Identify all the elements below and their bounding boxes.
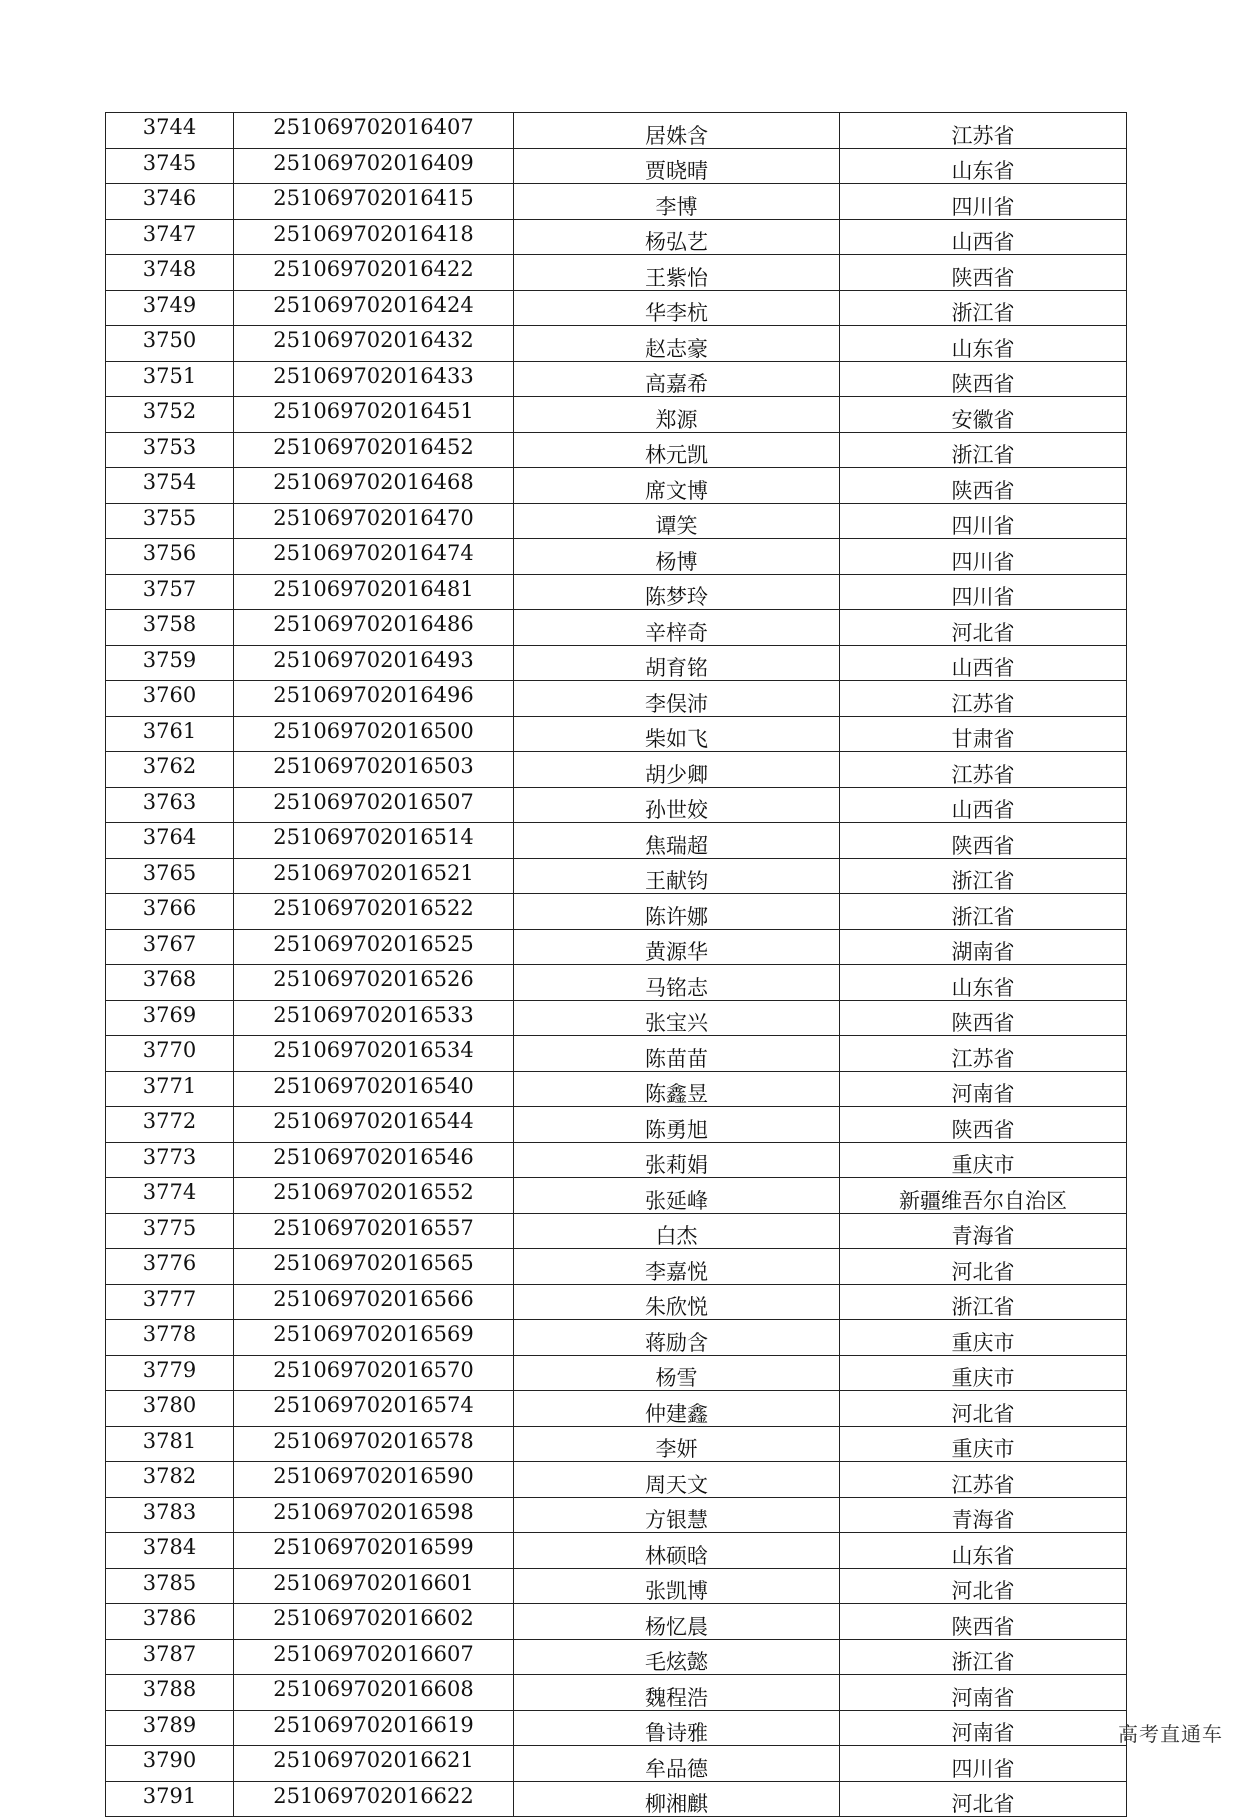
exam-id: 251069702016533 <box>234 1000 514 1036</box>
exam-id: 251069702016503 <box>234 752 514 788</box>
row-index: 3782 <box>106 1462 234 1498</box>
student-name: 林硕晗 <box>514 1533 840 1569</box>
row-index: 3776 <box>106 1249 234 1285</box>
student-name: 李博 <box>514 184 840 220</box>
watermark-text: 高考直通车 <box>1118 1722 1223 1746</box>
row-index: 3773 <box>106 1142 234 1178</box>
row-index: 3770 <box>106 1036 234 1072</box>
province: 安徽省 <box>840 397 1127 433</box>
student-name: 蒋励含 <box>514 1320 840 1356</box>
row-index: 3750 <box>106 326 234 362</box>
student-name: 李俣沛 <box>514 681 840 717</box>
province: 山西省 <box>840 219 1127 255</box>
student-name: 杨博 <box>514 539 840 575</box>
table-row <box>106 1000 1127 1036</box>
province: 青海省 <box>840 1213 1127 1249</box>
student-name: 方银慧 <box>514 1497 840 1533</box>
table-row <box>106 1604 1127 1640</box>
exam-id: 251069702016507 <box>234 787 514 823</box>
row-index: 3748 <box>106 255 234 291</box>
student-name: 牟品德 <box>514 1746 840 1782</box>
table-row <box>106 255 1127 291</box>
table-row <box>106 610 1127 646</box>
student-name: 杨忆晨 <box>514 1604 840 1640</box>
exam-id: 251069702016424 <box>234 290 514 326</box>
exam-id: 251069702016409 <box>234 148 514 184</box>
exam-id: 251069702016534 <box>234 1036 514 1072</box>
row-index: 3744 <box>106 113 234 149</box>
exam-id: 251069702016565 <box>234 1249 514 1285</box>
table-row <box>106 1533 1127 1569</box>
table-row <box>106 574 1127 610</box>
table-row <box>106 361 1127 397</box>
row-index: 3747 <box>106 219 234 255</box>
row-index: 3786 <box>106 1604 234 1640</box>
exam-id: 251069702016526 <box>234 965 514 1001</box>
student-name: 陈苗苗 <box>514 1036 840 1072</box>
province: 陕西省 <box>840 1604 1127 1640</box>
province: 河北省 <box>840 1781 1127 1817</box>
student-name: 陈勇旭 <box>514 1107 840 1143</box>
table-row <box>106 823 1127 859</box>
exam-id: 251069702016468 <box>234 468 514 504</box>
student-name: 周天文 <box>514 1462 840 1498</box>
table-row <box>106 184 1127 220</box>
row-index: 3780 <box>106 1391 234 1427</box>
province: 江苏省 <box>840 752 1127 788</box>
student-name: 黄源华 <box>514 929 840 965</box>
table-row <box>106 645 1127 681</box>
province: 重庆市 <box>840 1426 1127 1462</box>
province: 山东省 <box>840 148 1127 184</box>
province: 四川省 <box>840 574 1127 610</box>
table-row <box>106 1781 1127 1817</box>
province: 陕西省 <box>840 255 1127 291</box>
student-name: 焦瑞超 <box>514 823 840 859</box>
exam-id: 251069702016422 <box>234 255 514 291</box>
row-index: 3768 <box>106 965 234 1001</box>
province: 江苏省 <box>840 1036 1127 1072</box>
exam-id: 251069702016552 <box>234 1178 514 1214</box>
exam-id: 251069702016578 <box>234 1426 514 1462</box>
row-index: 3757 <box>106 574 234 610</box>
student-name: 白杰 <box>514 1213 840 1249</box>
table-row <box>106 1284 1127 1320</box>
row-index: 3767 <box>106 929 234 965</box>
exam-id: 251069702016474 <box>234 539 514 575</box>
student-name: 赵志豪 <box>514 326 840 362</box>
student-name: 高嘉希 <box>514 361 840 397</box>
student-name: 陈许娜 <box>514 894 840 930</box>
row-index: 3787 <box>106 1639 234 1675</box>
province: 河南省 <box>840 1071 1127 1107</box>
table-row <box>106 965 1127 1001</box>
exam-id: 251069702016574 <box>234 1391 514 1427</box>
province: 新疆维吾尔自治区 <box>840 1178 1127 1214</box>
province: 浙江省 <box>840 432 1127 468</box>
table-row <box>106 1142 1127 1178</box>
table-row <box>106 752 1127 788</box>
province: 浙江省 <box>840 1284 1127 1320</box>
exam-id: 251069702016557 <box>234 1213 514 1249</box>
province: 四川省 <box>840 184 1127 220</box>
table-row <box>106 1426 1127 1462</box>
province: 河北省 <box>840 1249 1127 1285</box>
student-name: 魏程浩 <box>514 1675 840 1711</box>
exam-id: 251069702016540 <box>234 1071 514 1107</box>
row-index: 3789 <box>106 1710 234 1746</box>
table-row <box>106 1249 1127 1285</box>
exam-id: 251069702016481 <box>234 574 514 610</box>
student-name: 胡少卿 <box>514 752 840 788</box>
student-name: 李嘉悦 <box>514 1249 840 1285</box>
row-index: 3777 <box>106 1284 234 1320</box>
exam-id: 251069702016607 <box>234 1639 514 1675</box>
student-name: 谭笑 <box>514 503 840 539</box>
exam-id: 251069702016546 <box>234 1142 514 1178</box>
student-name: 辛梓奇 <box>514 610 840 646</box>
table-row <box>106 148 1127 184</box>
student-name: 张宝兴 <box>514 1000 840 1036</box>
row-index: 3758 <box>106 610 234 646</box>
table-row <box>106 894 1127 930</box>
row-index: 3764 <box>106 823 234 859</box>
row-index: 3746 <box>106 184 234 220</box>
table-row <box>106 1107 1127 1143</box>
table-row <box>106 1355 1127 1391</box>
exam-id: 251069702016622 <box>234 1781 514 1817</box>
exam-id: 251069702016619 <box>234 1710 514 1746</box>
student-name: 郑源 <box>514 397 840 433</box>
exam-id: 251069702016621 <box>234 1746 514 1782</box>
row-index: 3760 <box>106 681 234 717</box>
province: 山西省 <box>840 787 1127 823</box>
exam-id: 251069702016407 <box>234 113 514 149</box>
province: 湖南省 <box>840 929 1127 965</box>
roster-table <box>105 112 1127 1817</box>
province: 陕西省 <box>840 1107 1127 1143</box>
exam-id: 251069702016514 <box>234 823 514 859</box>
row-index: 3759 <box>106 645 234 681</box>
province: 山东省 <box>840 326 1127 362</box>
exam-id: 251069702016590 <box>234 1462 514 1498</box>
table-row <box>106 1568 1127 1604</box>
row-index: 3766 <box>106 894 234 930</box>
province: 四川省 <box>840 1746 1127 1782</box>
row-index: 3778 <box>106 1320 234 1356</box>
row-index: 3785 <box>106 1568 234 1604</box>
province: 四川省 <box>840 503 1127 539</box>
student-name: 胡育铭 <box>514 645 840 681</box>
province: 重庆市 <box>840 1320 1127 1356</box>
exam-id: 251069702016601 <box>234 1568 514 1604</box>
table-row <box>106 1391 1127 1427</box>
student-name: 张莉娟 <box>514 1142 840 1178</box>
province: 重庆市 <box>840 1355 1127 1391</box>
student-name: 居姝含 <box>514 113 840 149</box>
province: 陕西省 <box>840 361 1127 397</box>
table-row <box>106 1213 1127 1249</box>
row-index: 3745 <box>106 148 234 184</box>
row-index: 3772 <box>106 1107 234 1143</box>
student-name: 马铭志 <box>514 965 840 1001</box>
student-name: 孙世姣 <box>514 787 840 823</box>
row-index: 3756 <box>106 539 234 575</box>
table-row <box>106 432 1127 468</box>
exam-id: 251069702016522 <box>234 894 514 930</box>
province: 山东省 <box>840 1533 1127 1569</box>
exam-id: 251069702016486 <box>234 610 514 646</box>
exam-id: 251069702016452 <box>234 432 514 468</box>
exam-id: 251069702016570 <box>234 1355 514 1391</box>
row-index: 3762 <box>106 752 234 788</box>
table-row <box>106 1639 1127 1675</box>
exam-id: 251069702016566 <box>234 1284 514 1320</box>
row-index: 3775 <box>106 1213 234 1249</box>
table-row <box>106 539 1127 575</box>
province: 山东省 <box>840 965 1127 1001</box>
table-row <box>106 1071 1127 1107</box>
row-index: 3753 <box>106 432 234 468</box>
student-name: 鲁诗雅 <box>514 1710 840 1746</box>
province: 陕西省 <box>840 1000 1127 1036</box>
exam-id: 251069702016418 <box>234 219 514 255</box>
table-row <box>106 290 1127 326</box>
province: 四川省 <box>840 539 1127 575</box>
table-row <box>106 503 1127 539</box>
province: 浙江省 <box>840 290 1127 326</box>
province: 河北省 <box>840 1391 1127 1427</box>
exam-id: 251069702016521 <box>234 858 514 894</box>
row-index: 3791 <box>106 1781 234 1817</box>
table-row <box>106 1710 1127 1746</box>
table-row <box>106 1675 1127 1711</box>
province: 陕西省 <box>840 468 1127 504</box>
student-name: 柳湘麒 <box>514 1781 840 1817</box>
exam-id: 251069702016608 <box>234 1675 514 1711</box>
province: 江苏省 <box>840 113 1127 149</box>
table-row <box>106 1462 1127 1498</box>
province: 河北省 <box>840 610 1127 646</box>
student-name: 杨弘艺 <box>514 219 840 255</box>
row-index: 3763 <box>106 787 234 823</box>
row-index: 3749 <box>106 290 234 326</box>
exam-id: 251069702016451 <box>234 397 514 433</box>
row-index: 3779 <box>106 1355 234 1391</box>
student-name: 陈鑫昱 <box>514 1071 840 1107</box>
row-index: 3751 <box>106 361 234 397</box>
student-name: 李妍 <box>514 1426 840 1462</box>
table-row <box>106 1178 1127 1214</box>
table-row <box>106 1320 1127 1356</box>
row-index: 3783 <box>106 1497 234 1533</box>
table-row <box>106 787 1127 823</box>
student-name: 张延峰 <box>514 1178 840 1214</box>
row-index: 3781 <box>106 1426 234 1462</box>
province: 河南省 <box>840 1675 1127 1711</box>
province: 浙江省 <box>840 1639 1127 1675</box>
student-name: 张凯博 <box>514 1568 840 1604</box>
row-index: 3765 <box>106 858 234 894</box>
row-index: 3754 <box>106 468 234 504</box>
student-name: 华李杭 <box>514 290 840 326</box>
exam-id: 251069702016544 <box>234 1107 514 1143</box>
province: 浙江省 <box>840 858 1127 894</box>
exam-id: 251069702016433 <box>234 361 514 397</box>
student-name: 贾晓晴 <box>514 148 840 184</box>
province: 河南省 <box>840 1710 1127 1746</box>
table-row <box>106 681 1127 717</box>
roster-body <box>106 113 1127 1817</box>
table-row <box>106 113 1127 149</box>
province: 山西省 <box>840 645 1127 681</box>
student-name: 仲建鑫 <box>514 1391 840 1427</box>
table-row <box>106 468 1127 504</box>
row-index: 3771 <box>106 1071 234 1107</box>
student-name: 王献钧 <box>514 858 840 894</box>
table-row <box>106 716 1127 752</box>
student-name: 席文博 <box>514 468 840 504</box>
student-name: 毛炫懿 <box>514 1639 840 1675</box>
row-index: 3752 <box>106 397 234 433</box>
row-index: 3774 <box>106 1178 234 1214</box>
row-index: 3788 <box>106 1675 234 1711</box>
row-index: 3790 <box>106 1746 234 1782</box>
exam-id: 251069702016569 <box>234 1320 514 1356</box>
student-name: 林元凯 <box>514 432 840 468</box>
table-row <box>106 397 1127 433</box>
table-row <box>106 929 1127 965</box>
student-name: 杨雪 <box>514 1355 840 1391</box>
row-index: 3755 <box>106 503 234 539</box>
exam-id: 251069702016470 <box>234 503 514 539</box>
province: 青海省 <box>840 1497 1127 1533</box>
exam-id: 251069702016599 <box>234 1533 514 1569</box>
exam-id: 251069702016525 <box>234 929 514 965</box>
exam-id: 251069702016493 <box>234 645 514 681</box>
table-row <box>106 1497 1127 1533</box>
exam-id: 251069702016432 <box>234 326 514 362</box>
student-name: 王紫怡 <box>514 255 840 291</box>
exam-id: 251069702016496 <box>234 681 514 717</box>
province: 重庆市 <box>840 1142 1127 1178</box>
province: 河北省 <box>840 1568 1127 1604</box>
province: 江苏省 <box>840 681 1127 717</box>
table-row <box>106 326 1127 362</box>
table-row <box>106 1036 1127 1072</box>
exam-id: 251069702016602 <box>234 1604 514 1640</box>
student-name: 陈梦玲 <box>514 574 840 610</box>
exam-id: 251069702016415 <box>234 184 514 220</box>
table-row <box>106 219 1127 255</box>
exam-id: 251069702016598 <box>234 1497 514 1533</box>
province: 江苏省 <box>840 1462 1127 1498</box>
exam-id: 251069702016500 <box>234 716 514 752</box>
province: 浙江省 <box>840 894 1127 930</box>
province: 陕西省 <box>840 823 1127 859</box>
province: 甘肃省 <box>840 716 1127 752</box>
student-name: 柴如飞 <box>514 716 840 752</box>
table-row <box>106 1746 1127 1782</box>
row-index: 3769 <box>106 1000 234 1036</box>
student-name: 朱欣悦 <box>514 1284 840 1320</box>
row-index: 3761 <box>106 716 234 752</box>
table-row <box>106 858 1127 894</box>
row-index: 3784 <box>106 1533 234 1569</box>
